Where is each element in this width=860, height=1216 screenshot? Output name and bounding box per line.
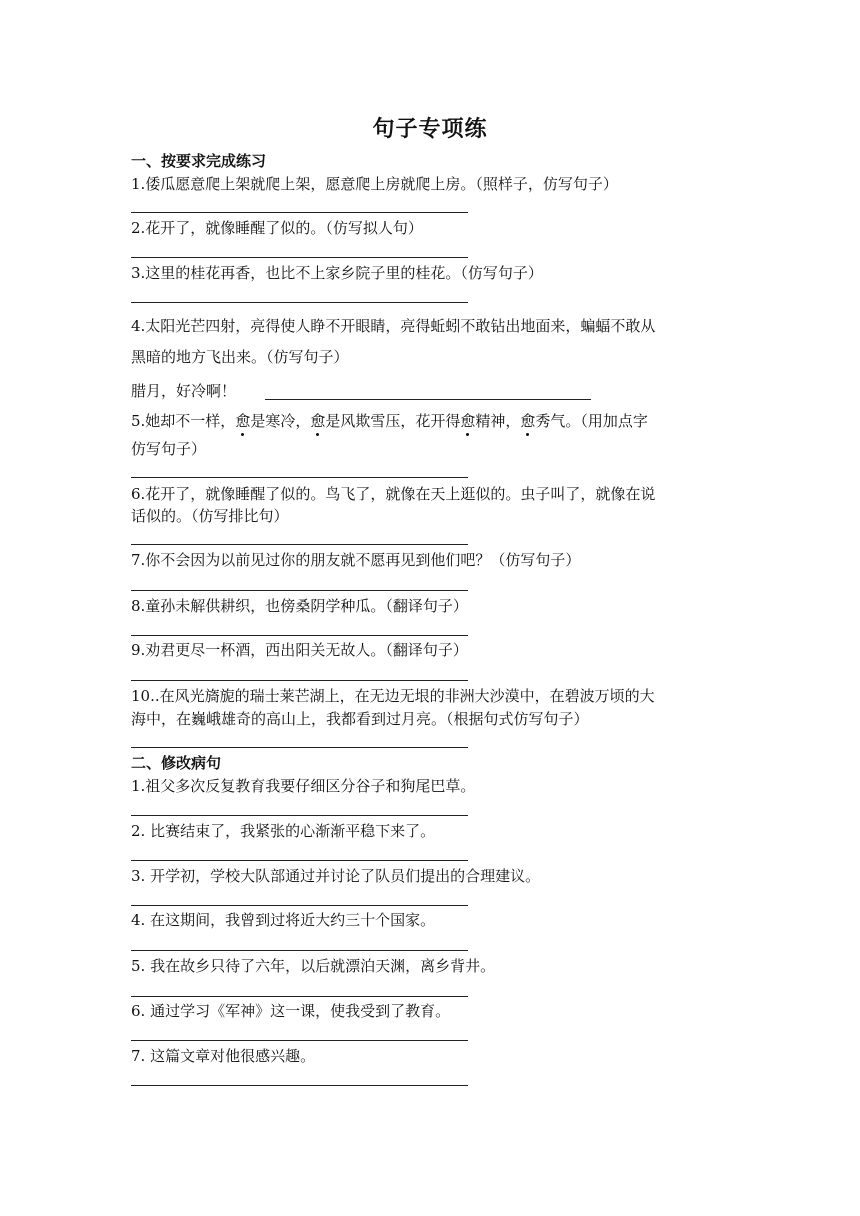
answer-line-2[interactable] <box>131 257 468 258</box>
correction-answer-line-1[interactable] <box>131 815 468 816</box>
question-5-line-1 <box>131 411 648 431</box>
dotted-character: 愈 <box>520 412 536 430</box>
answer-line-8[interactable] <box>131 635 468 636</box>
question-10-line-2: 海中，在巍峨雄奇的高山上，我都看到过月亮。（根据句式仿写句子） <box>131 710 589 728</box>
question-5-text: 是寒冷， <box>250 412 311 430</box>
question-8: 8.童孙未解供耕织，也傍桑阴学种瓜。（翻译句子） <box>131 597 468 615</box>
section-heading-sentence-correction: 二、修改病句 <box>131 754 222 772</box>
correction-item-5: 5. 我在故乡只待了六年，以后就漂泊天渊，离乡背井。 <box>131 957 496 975</box>
question-5-text: 5.她却不一样， <box>131 412 236 430</box>
correction-item-3: 3. 开学初，学校大队部通过并讨论了队员们提出的合理建议。 <box>131 867 541 885</box>
question-6-line-2: 话似的。（仿写排比句） <box>131 507 289 525</box>
dotted-character: 愈 <box>235 412 251 430</box>
question-4-line-2: 黑暗的地方飞出来。（仿写句子） <box>131 348 349 366</box>
question-1: 1.倭瓜愿意爬上架就爬上架，愿意爬上房就爬上房。（照样子，仿写句子） <box>131 175 618 193</box>
answer-line-5[interactable] <box>131 477 468 478</box>
question-9: 9.劝君更尽一杯酒，西出阳关无故人。（翻译句子） <box>131 641 468 659</box>
correction-item-4: 4. 在这期间，我曾到过将近大约三十个国家。 <box>131 911 436 929</box>
question-2: 2.花开了，就像睡醒了似的。（仿写拟人句） <box>131 219 423 237</box>
section-heading-practice: 一、按要求完成练习 <box>131 152 267 170</box>
answer-line-1[interactable] <box>131 212 468 213</box>
question-10-line-1: 10..在风光旖旎的瑞士莱芒湖上，在无边无垠的非洲大沙漠中，在碧波万顷的大 <box>131 687 655 705</box>
question-3: 3.这里的桂花再香，也比不上家乡院子里的桂花。（仿写句子） <box>131 264 543 282</box>
answer-line-6[interactable] <box>131 544 468 545</box>
answer-line-9[interactable] <box>131 680 468 681</box>
dotted-character: 愈 <box>310 412 326 430</box>
correction-answer-line-2[interactable] <box>131 860 468 861</box>
answer-line-4[interactable] <box>265 399 591 400</box>
dotted-character: 愈 <box>460 412 476 430</box>
question-5-text: 精神， <box>475 412 521 430</box>
correction-answer-line-7[interactable] <box>131 1085 468 1086</box>
question-5-text: 秀气。（用加点字 <box>535 412 648 430</box>
correction-answer-line-3[interactable] <box>131 905 468 906</box>
question-4-prompt: 腊月，好冷啊！ <box>131 382 237 400</box>
correction-item-2: 2. 比赛结束了，我紧张的心渐渐平稳下来了。 <box>131 822 436 840</box>
correction-item-6: 6. 通过学习《军神》这一课，使我受到了教育。 <box>131 1002 451 1020</box>
correction-item-1: 1.祖父多次反复教育我要仔细区分谷子和狗尾巴草。 <box>131 777 476 795</box>
answer-line-7[interactable] <box>131 590 468 591</box>
question-7: 7.你不会因为以前见过你的朋友就不愿再见到他们吧？（仿写句子） <box>131 551 581 569</box>
question-6-line-1: 6.花开了，就像睡醒了似的。鸟飞了，就像在天上逛似的。虫子叫了，就像在说 <box>131 485 656 503</box>
answer-line-3[interactable] <box>131 302 468 303</box>
correction-answer-line-5[interactable] <box>131 996 468 997</box>
correction-answer-line-4[interactable] <box>131 950 468 951</box>
question-5-line-2: 仿写句子） <box>131 440 207 458</box>
page-title: 句子专项练 <box>372 117 488 142</box>
question-5-text: 是风欺雪压，花开得 <box>325 412 461 430</box>
correction-answer-line-6[interactable] <box>131 1040 468 1041</box>
answer-line-10[interactable] <box>131 747 468 748</box>
correction-item-7: 7. 这篇文章对他很感兴趣。 <box>131 1047 316 1065</box>
question-4-line-1: 4.太阳光芒四射，亮得使人睁不开眼睛，亮得蚯蚓不敢钻出地面来，蝙蝠不敢从 <box>131 317 656 335</box>
